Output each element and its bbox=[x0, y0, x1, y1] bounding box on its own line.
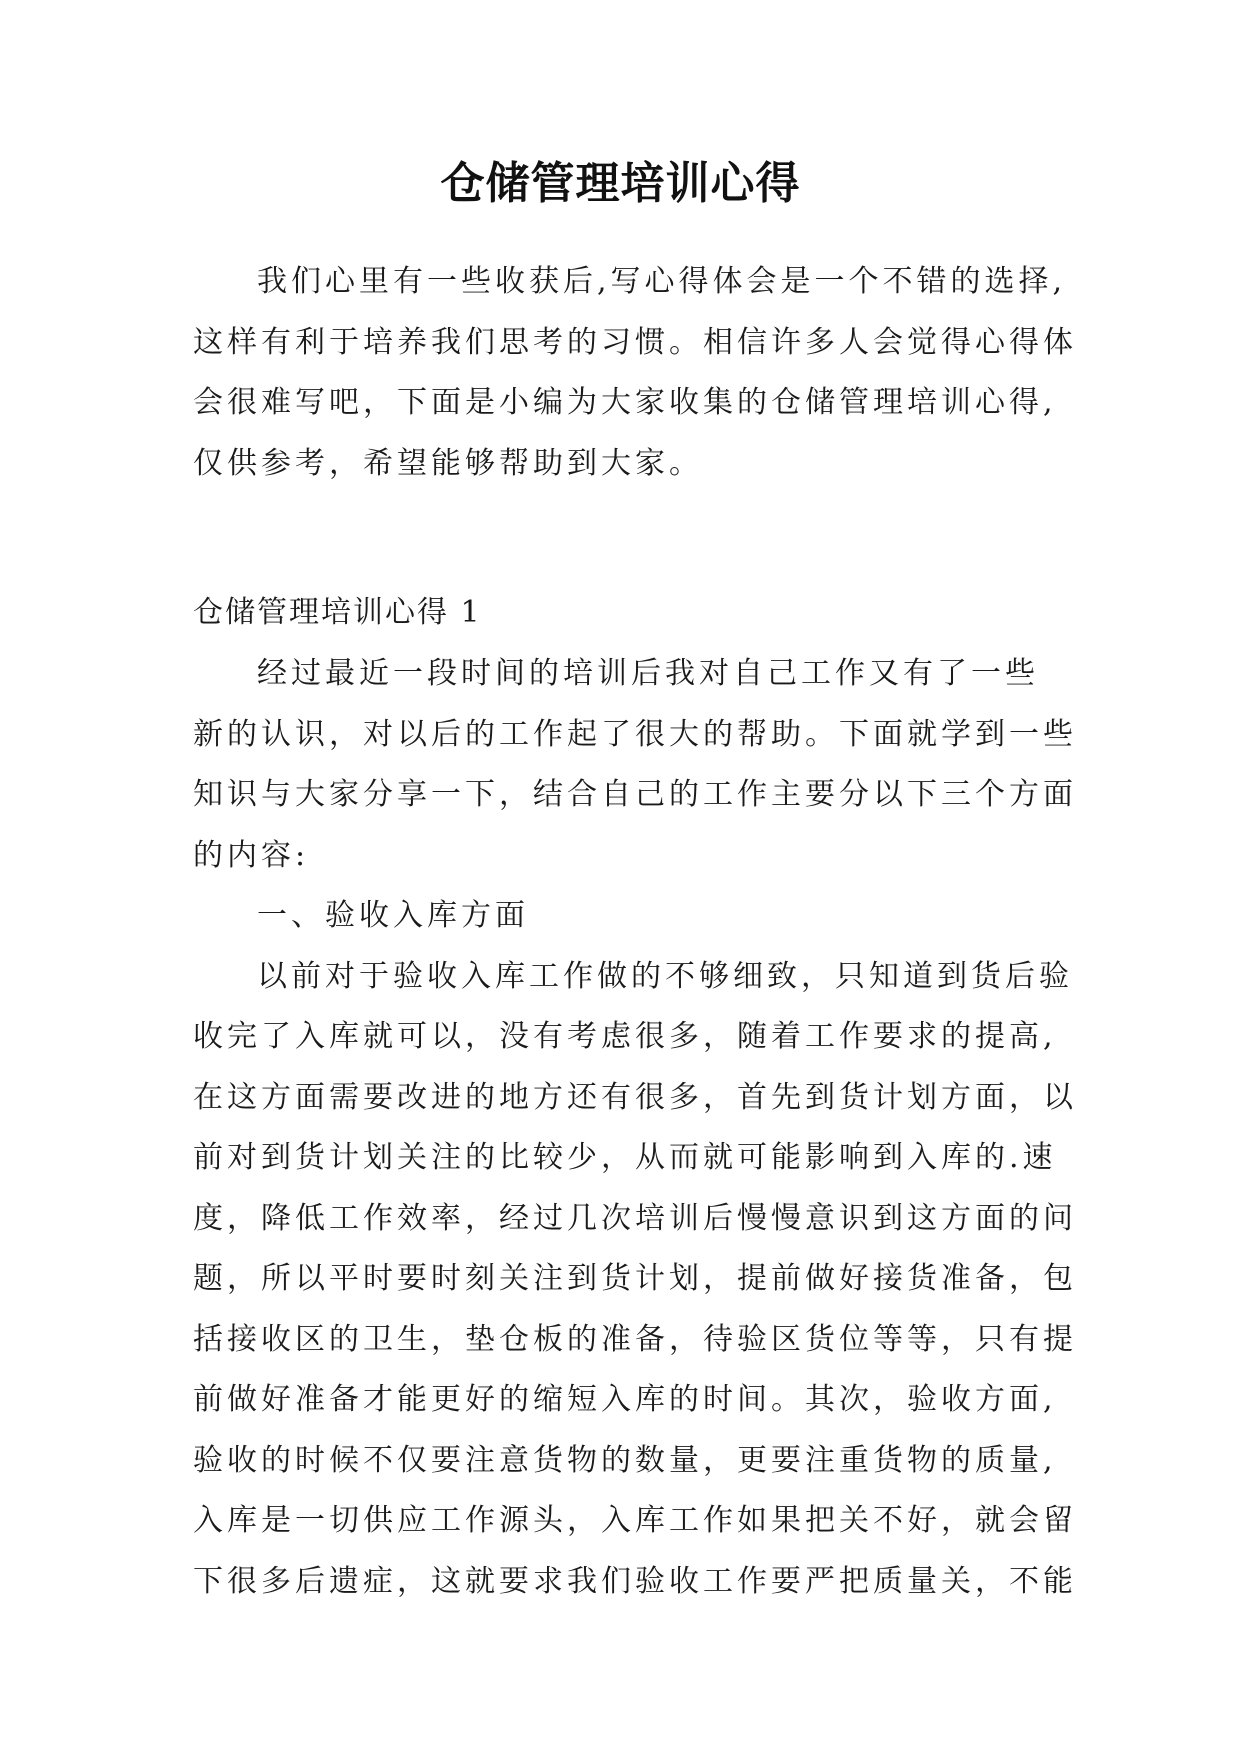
intro-line: 仅供参考，希望能够帮助到大家。 bbox=[193, 445, 703, 481]
body-line: 验收的时候不仅要注意货物的数量，更要注重货物的质量, bbox=[193, 1442, 1057, 1478]
body-line: 下很多后遗症，这就要求我们验收工作要严把质量关，不能 bbox=[193, 1563, 1077, 1599]
body-line: 以前对于验收入库工作做的不够细致，只知道到货后验 bbox=[257, 958, 1073, 994]
body-line: 的内容: bbox=[193, 837, 310, 873]
body-line: 在这方面需要改进的地方还有很多，首先到货计划方面，以 bbox=[193, 1079, 1077, 1115]
body-line: 经过最近一段时间的培训后我对自己工作又有了一些 bbox=[257, 656, 1039, 691]
body-text bbox=[193, 644, 1077, 1612]
intro-line: 这样有利于培养我们思考的习惯。相信许多人会觉得心得体 bbox=[193, 324, 1077, 360]
document-title: 仓储管理培训心得 bbox=[440, 158, 801, 209]
subsection-heading: 一、验收入库方面 bbox=[257, 898, 529, 933]
body-line: 知识与大家分享一下，结合自己的工作主要分以下三个方面 bbox=[193, 777, 1077, 812]
body-line: 度，降低工作效率，经过几次培训后慢慢意识到这方面的问 bbox=[193, 1200, 1077, 1236]
body-line: 括接收区的卫生，垫仓板的准备，待验区货位等等，只有提 bbox=[193, 1321, 1077, 1357]
body-line: 入库是一切供应工作源头，入库工作如果把关不好，就会留 bbox=[193, 1503, 1077, 1538]
intro-line: 会很难写吧，下面是小编为大家收集的仓储管理培训心得, bbox=[193, 385, 1057, 420]
body-line: 前对到货计划关注的比较少，从而就可能影响到入库的.速 bbox=[193, 1140, 1057, 1175]
intro-line: 我们心里有一些收获后,写心得体会是一个不错的选择, bbox=[257, 264, 1067, 299]
body-line: 收完了入库就可以，没有考虑很多，随着工作要求的提高, bbox=[193, 1019, 1057, 1054]
intro-paragraph bbox=[193, 252, 1077, 494]
section-heading: 仓储管理培训心得 1 bbox=[193, 595, 482, 630]
body-line: 新的认识，对以后的工作起了很大的帮助。下面就学到一些 bbox=[193, 716, 1077, 752]
body-line: 题，所以平时要时刻关注到货计划，提前做好接货准备，包 bbox=[193, 1261, 1077, 1296]
body-line: 前做好准备才能更好的缩短入库的时间。其次，验收方面, bbox=[193, 1382, 1057, 1417]
